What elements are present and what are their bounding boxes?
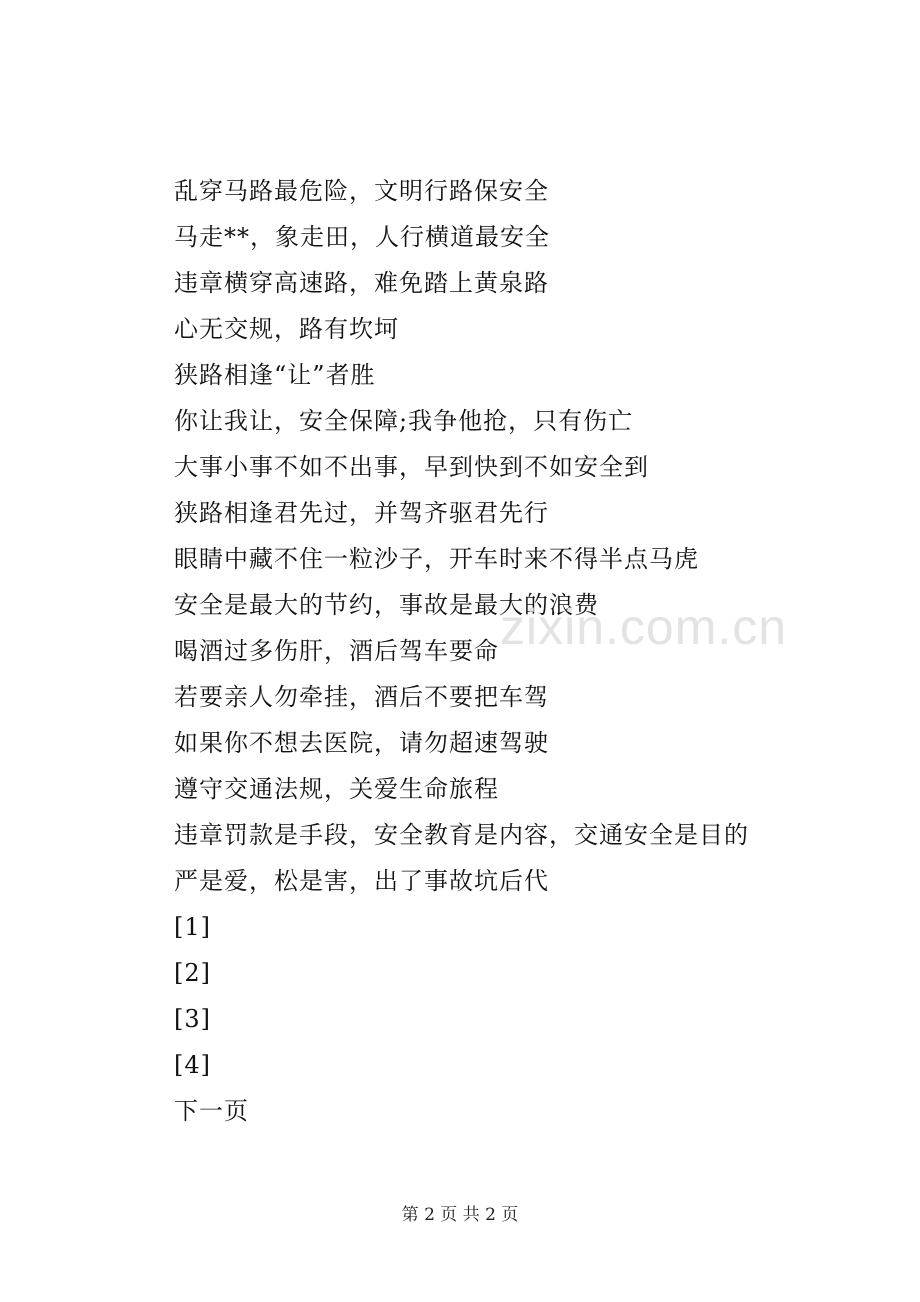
slogan-line: 违章罚款是手段，安全教育是内容，交通安全是目的 [174, 821, 749, 849]
page-link-4[interactable]: [4] [174, 1051, 211, 1079]
slogan-line: 大事小事不如不出事，早到快到不如安全到 [174, 453, 649, 481]
slogan-line: 狭路相逢“让”者胜 [174, 361, 376, 389]
slogan-line: 心无交规，路有坎坷 [174, 315, 399, 343]
slogan-line: 若要亲人勿牵挂，酒后不要把车驾 [174, 683, 549, 711]
slogan-line: 遵守交通法规，关爱生命旅程 [174, 775, 499, 803]
slogan-line: 你让我让，安全保障;我争他抢，只有伤亡 [174, 407, 634, 435]
slogan-line: 喝酒过多伤肝，酒后驾车要命 [174, 637, 499, 665]
next-page-link[interactable]: 下一页 [174, 1097, 249, 1125]
watermark: zixin.com.cn [500, 599, 788, 655]
slogan-line: 乱穿马路最危险，文明行路保安全 [174, 177, 549, 205]
slogan-line: 严是爱，松是害，出了事故坑后代 [174, 867, 549, 895]
slogan-line: 狭路相逢君先过，并驾齐驱君先行 [174, 499, 549, 527]
slogan-line: 安全是最大的节约，事故是最大的浪费 [174, 591, 599, 619]
slogan-line: 马走**，象走田，人行横道最安全 [174, 223, 550, 251]
page-link-2[interactable]: [2] [174, 959, 211, 987]
page-link-1[interactable]: [1] [174, 913, 211, 941]
slogan-line: 违章横穿高速路，难免踏上黄泉路 [174, 269, 549, 297]
page-link-3[interactable]: [3] [174, 1005, 211, 1033]
page-footer: 第 2 页 共 2 页 [401, 1205, 519, 1225]
slogan-line: 眼睛中藏不住一粒沙子，开车时来不得半点马虎 [174, 545, 699, 573]
slogan-line: 如果你不想去医院，请勿超速驾驶 [174, 729, 549, 757]
slogan-list [174, 168, 749, 1134]
